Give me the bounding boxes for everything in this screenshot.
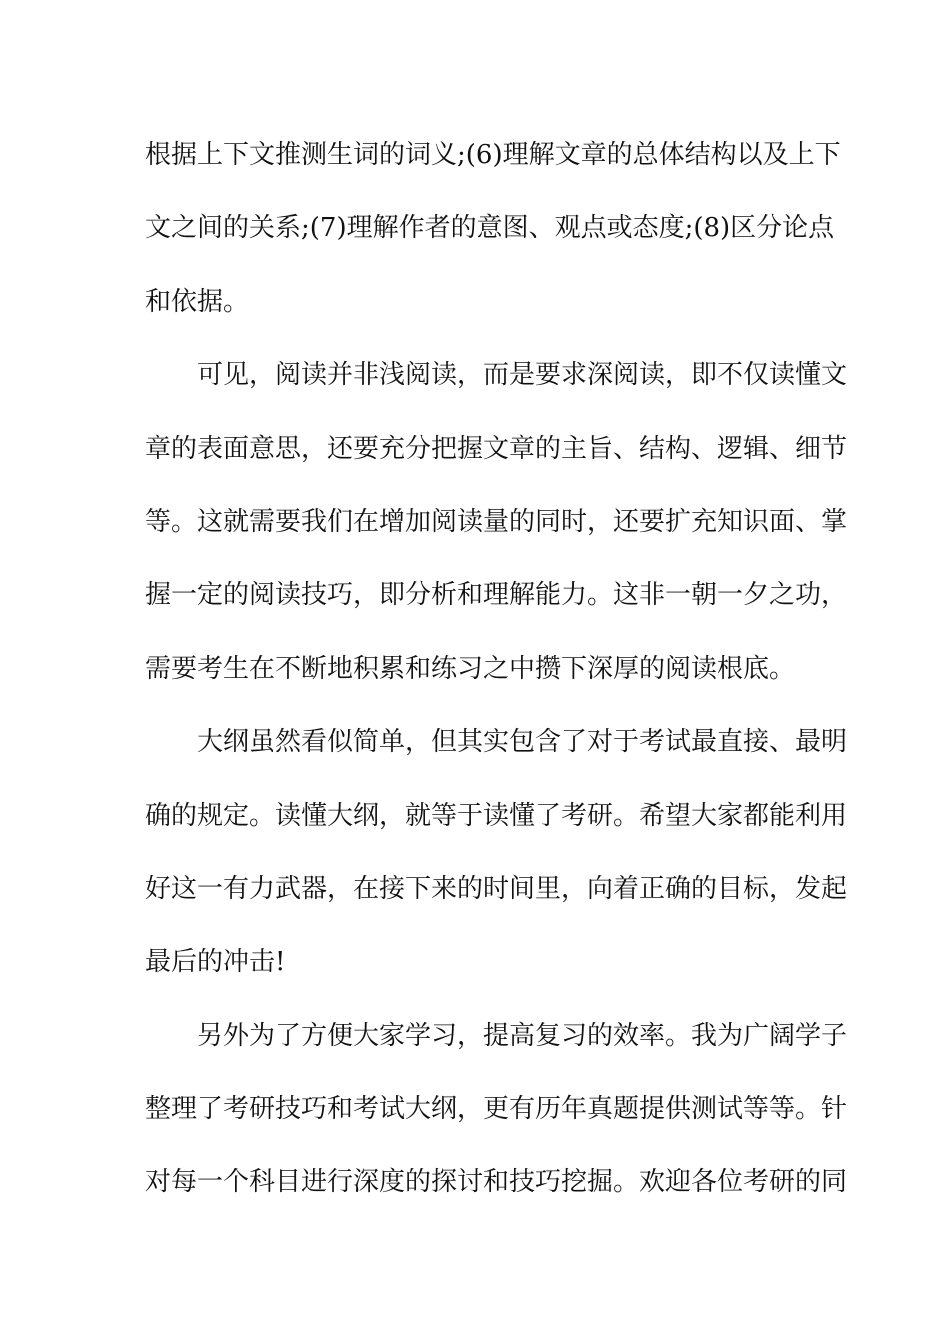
text-line: 整理了考研技巧和考试大纲，更有历年真题提供测试等等。针 [145,1094,848,1125]
text-line: 好这一有力武器，在接下来的时间里，向着正确的目标，发起 [145,873,848,904]
text-line: 确的规定。读懂大纲，就等于读懂了考研。希望大家都能利用 [145,800,848,831]
document-body [145,126,848,1227]
text-line: 和依据。 [145,286,250,317]
text-line: 等。这就需要我们在增加阅读量的同时，还要扩充知识面、掌 [145,506,848,537]
text-line: 最后的冲击! [145,947,286,978]
paragraph-first-line: 另外为了方便大家学习，提高复习的效率。我为广阔学子 [197,1020,848,1051]
text-line: 章的表面意思，还要充分把握文章的主旨、结构、逻辑、细节 [145,433,848,464]
text-line: 对每一个科目进行深度的探讨和技巧挖掘。欢迎各位考研的同 [145,1167,848,1198]
text-line: 文之间的关系;(7)理解作者的意图、观点或态度;(8)区分论点 [145,213,835,244]
paragraph-first-line: 大纲虽然看似简单，但其实包含了对于考试最直接、最明 [197,727,848,758]
text-line: 需要考生在不断地积累和练习之中攒下深厚的阅读根底。 [145,653,796,684]
text-line: 握一定的阅读技巧，即分析和理解能力。这非一朝一夕之功， [145,580,848,611]
paragraph-first-line: 可见，阅读并非浅阅读，而是要求深阅读，即不仅读懂文 [197,360,848,391]
text-line: 根据上下文推测生词的词义;(6)理解文章的总体结构以及上下 [145,140,841,170]
